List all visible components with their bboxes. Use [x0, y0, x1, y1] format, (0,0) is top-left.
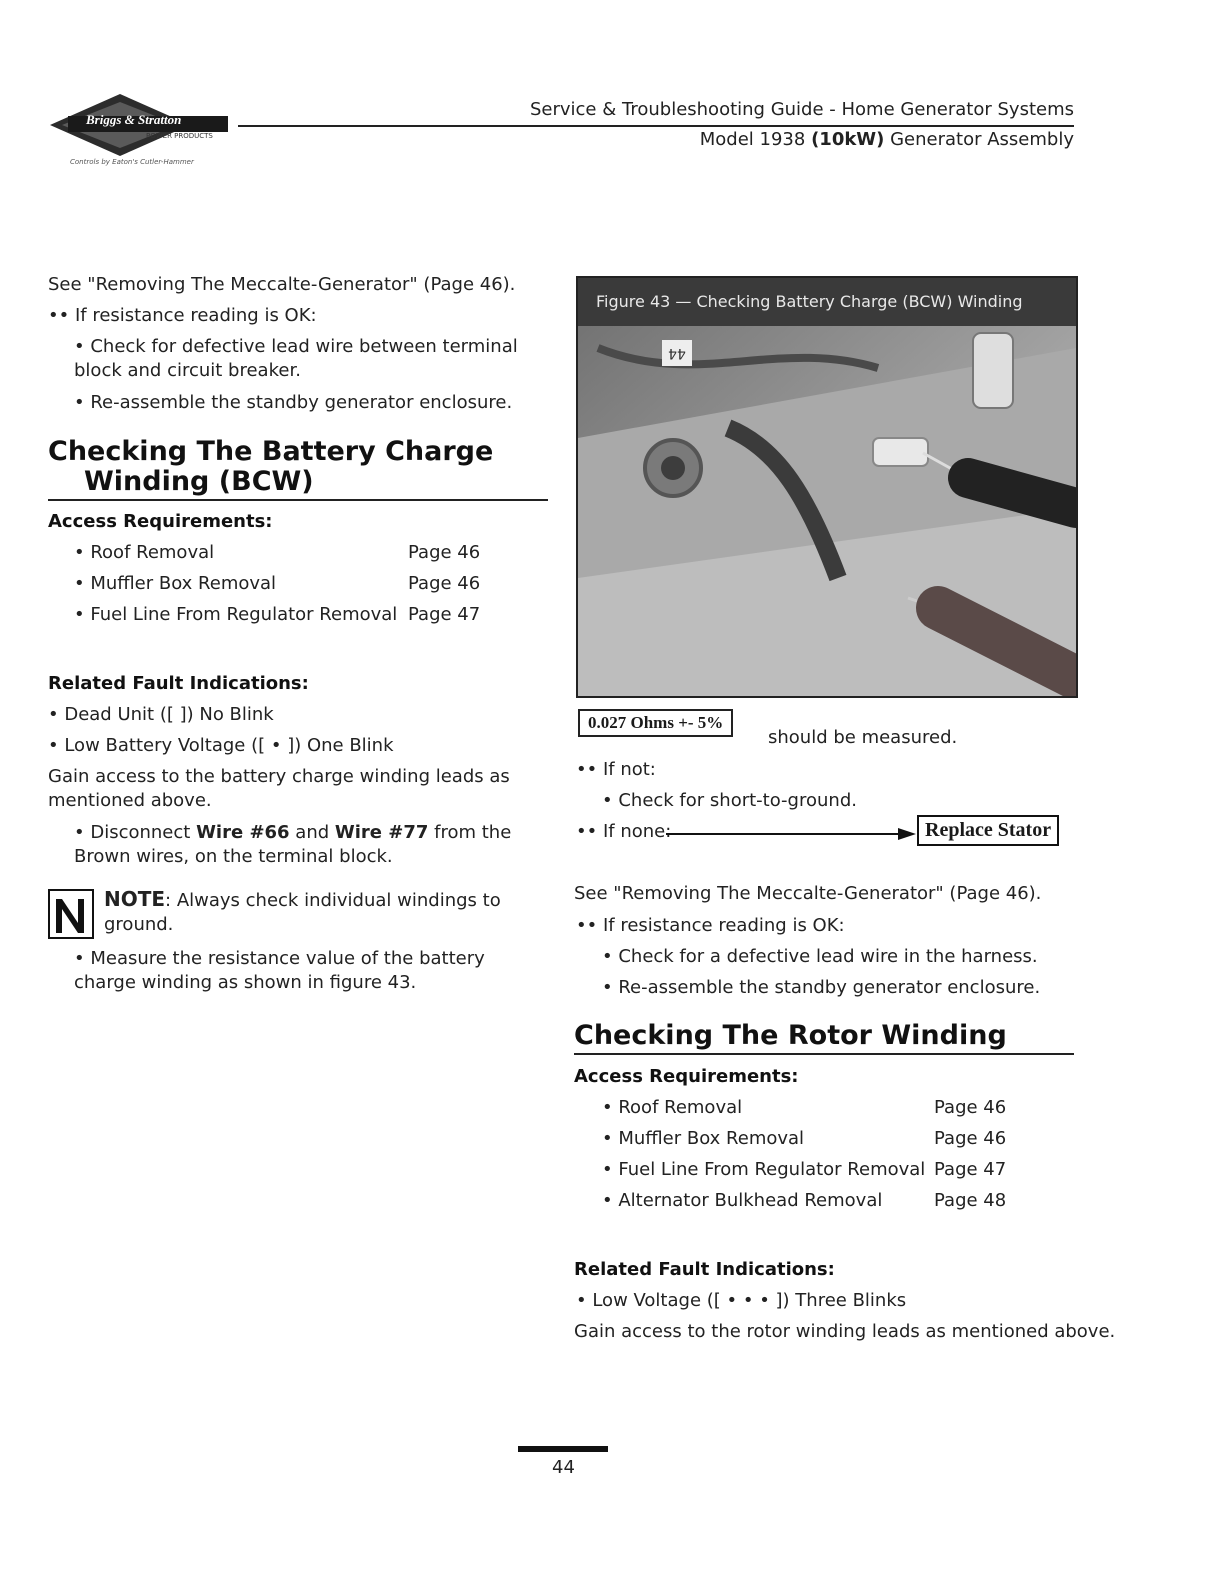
- check-short-to-ground: • Check for short-to-ground.: [602, 790, 857, 811]
- figure-photo-illustration: [578, 278, 1076, 696]
- check-lead-left: • Check for defective lead wire between terminal block and circuit breaker.: [74, 336, 518, 381]
- wire-66: Wire #66: [196, 822, 290, 843]
- access-item-fuel-right: • Fuel Line From Regulator Removal: [602, 1159, 926, 1180]
- logo-subtext: POWER PRODUCTS: [146, 132, 213, 140]
- access-item-roof-right: • Roof Removal: [602, 1097, 743, 1118]
- note-text: [104, 887, 524, 937]
- measure-instruction: • Measure the resistance value of the battery charge winding as shown in figure 43.: [74, 948, 485, 993]
- note-icon: [48, 889, 94, 939]
- access-page-fuel-left: Page 47: [408, 604, 481, 625]
- section-rule-bcw: [48, 499, 548, 501]
- if-ok-right: •• If resistance reading is OK:: [576, 915, 845, 936]
- access-item-muffler-right: • Muffler Box Removal: [602, 1128, 805, 1149]
- if-ok-left: •• If resistance reading is OK:: [48, 305, 317, 326]
- access-page-roof-right: Page 46: [934, 1097, 1007, 1118]
- disconnect-and: and: [289, 822, 335, 843]
- access-page-fuel-right: Page 47: [934, 1159, 1007, 1180]
- logo-tagline: Controls by Eaton's Cutler-Hammer: [70, 158, 194, 166]
- page-number-bar: [518, 1446, 608, 1452]
- access-page-bulkhead-right: Page 48: [934, 1190, 1007, 1211]
- gain-access-left: Gain access to the battery charge winding leads as mentioned above.: [48, 766, 510, 811]
- see-removing-left: See "Removing The Meccalte-Generator" (Page 46).: [48, 274, 516, 295]
- access-page-roof-left: Page 46: [408, 542, 481, 563]
- should-be-measured: should be measured.: [768, 727, 958, 748]
- header-model: [700, 129, 1074, 150]
- disconnect-wires: [74, 821, 544, 869]
- fault-heading-right: Related Fault Indications:: [574, 1259, 835, 1280]
- page-number: 44: [552, 1457, 575, 1478]
- fault-low-battery: • Low Battery Voltage ([ • ]) One Blink: [48, 735, 394, 756]
- section-title-bcw-line1: Checking The Battery Charge: [48, 436, 494, 467]
- header-model-suffix: Generator Assembly: [884, 129, 1074, 150]
- disconnect-suffix: from the Brown wires, on the terminal block.: [74, 822, 512, 867]
- figure-43-photo: [576, 276, 1078, 698]
- disconnect-prefix: • Disconnect: [74, 822, 197, 843]
- arrow-icon: [666, 826, 916, 840]
- fault-low-voltage: • Low Voltage ([ • • • ]) Three Blinks: [576, 1290, 907, 1311]
- ohms-badge: 0.027 Ohms +- 5%: [578, 709, 733, 737]
- access-item-fuel-left: • Fuel Line From Regulator Removal: [74, 604, 398, 625]
- section-title-bcw-line2: Winding (BCW): [84, 466, 314, 497]
- header-model-kw: (10kW): [811, 129, 885, 150]
- fault-heading-left: Related Fault Indications:: [48, 673, 309, 694]
- wire-77: Wire #77: [334, 822, 429, 843]
- access-item-roof-left: • Roof Removal: [74, 542, 215, 563]
- section-rule-rotor: [574, 1053, 1074, 1055]
- access-item-muffler-left: • Muffler Box Removal: [74, 573, 277, 594]
- note-body: : Always check individual windings to ground.: [104, 890, 501, 935]
- access-heading-left: Access Requirements:: [48, 511, 273, 532]
- figure-wire-label: 44: [662, 340, 692, 366]
- logo-text: Briggs & Stratton: [86, 112, 182, 127]
- section-title-rotor: Checking The Rotor Winding: [574, 1020, 1007, 1051]
- header-rule: [238, 125, 1074, 127]
- brand-logo: [50, 92, 240, 182]
- gain-access-right: Gain access to the rotor winding leads as mentioned above.: [574, 1321, 1116, 1342]
- access-item-bulkhead-right: • Alternator Bulkhead Removal: [602, 1190, 883, 1211]
- check-defective-harness: • Check for a defective lead wire in the harness.: [602, 946, 1038, 967]
- figure-caption: Figure 43 — Checking Battery Charge (BCW) Winding: [578, 278, 1076, 326]
- header-model-prefix: Model 1938: [699, 129, 812, 150]
- fault-dead-unit: • Dead Unit ([ ]) No Blink: [48, 704, 274, 725]
- see-removing-right: See "Removing The Meccalte-Generator" (Page 46).: [574, 883, 1042, 904]
- if-not: •• If not:: [576, 759, 656, 780]
- reassemble-right: • Re-assemble the standby generator enclosure.: [602, 977, 1041, 998]
- access-heading-right: Access Requirements:: [574, 1066, 799, 1087]
- if-none: •• If none:: [576, 821, 672, 842]
- note-label: NOTE: [104, 887, 166, 911]
- replace-stator-box: Replace Stator: [917, 815, 1059, 846]
- header-title: Service & Troubleshooting Guide - Home Generator Systems: [529, 99, 1074, 120]
- reassemble-left: • Re-assemble the standby generator enclosure.: [74, 392, 513, 413]
- access-page-muffler-right: Page 46: [934, 1128, 1007, 1149]
- access-page-muffler-left: Page 46: [408, 573, 481, 594]
